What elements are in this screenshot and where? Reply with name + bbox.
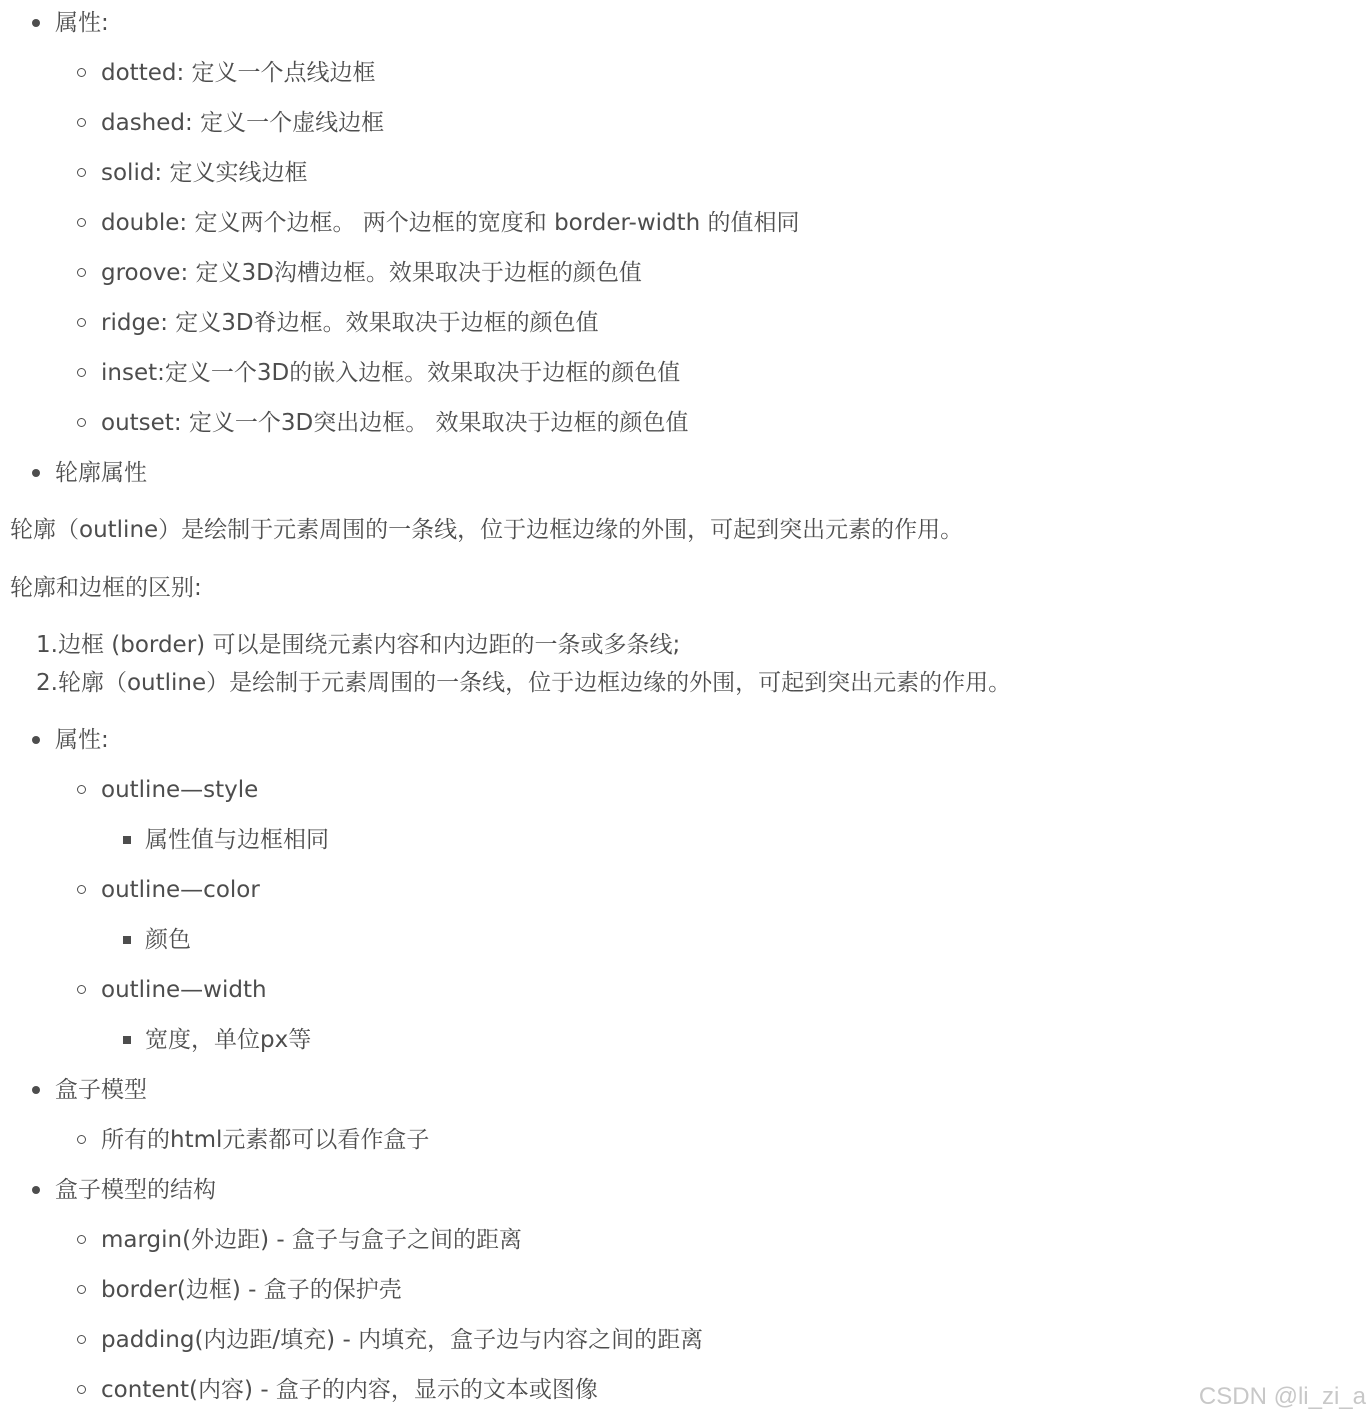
outline-heading: 轮廓属性: [55, 460, 147, 486]
box-model-heading: 盒子模型: [55, 1077, 147, 1103]
outline-props-heading: 属性:: [55, 727, 109, 753]
bullet-circle-icon: [77, 68, 86, 77]
list-item-groove: groove: 定义3D沟槽边框。效果取决于边框的颜色值: [101, 260, 642, 286]
list-item-margin: margin(外边距) - 盒子与盒子之间的距离: [101, 1227, 522, 1253]
list-item-ridge: ridge: 定义3D脊边框。效果取决于边框的颜色值: [101, 310, 599, 336]
bullet-circle-icon: [77, 1385, 86, 1394]
list-item-outline-style: outline—style: [101, 777, 259, 803]
bullet-disc-icon: [32, 736, 40, 744]
bullet-circle-icon: [77, 168, 86, 177]
bullet-disc-icon: [32, 19, 40, 27]
outline-paragraph: 轮廓（outline）是绘制于元素周围的一条线，位于边框边缘的外围，可起到突出元素的作用。: [10, 517, 964, 543]
bullet-square-icon: [123, 836, 131, 844]
list-item-box-model: 所有的html元素都可以看作盒子: [101, 1127, 430, 1153]
difference-item-1: 1.边框 (border) 可以是围绕元素内容和内边距的一条或多条线;: [36, 632, 681, 658]
difference-heading: 轮廓和边框的区别:: [10, 575, 202, 601]
bullet-circle-icon: [77, 318, 86, 327]
list-item-content: content(内容) - 盒子的内容，显示的文本或图像: [101, 1377, 598, 1403]
list-item-inset: inset:定义一个3D的嵌入边框。效果取决于边框的颜色值: [101, 360, 681, 386]
list-item-outline-width: outline—width: [101, 977, 267, 1003]
bullet-disc-icon: [32, 1086, 40, 1094]
box-structure-heading: 盒子模型的结构: [55, 1177, 216, 1203]
bullet-circle-icon: [77, 1135, 86, 1144]
bullet-circle-icon: [77, 985, 86, 994]
bullet-circle-icon: [77, 785, 86, 794]
sub-item-outline-color: 颜色: [145, 927, 191, 953]
bullet-circle-icon: [77, 268, 86, 277]
bullet-circle-icon: [77, 1285, 86, 1294]
bullet-square-icon: [123, 1036, 131, 1044]
bullet-disc-icon: [32, 469, 40, 477]
difference-item-2: 2.轮廓（outline）是绘制于元素周围的一条线，位于边框边缘的外围，可起到突出元素的作用。: [36, 670, 1012, 696]
list-item-outset: outset: 定义一个3D突出边框。 效果取决于边框的颜色值: [101, 410, 689, 436]
list-item-border: border(边框) - 盒子的保护壳: [101, 1277, 402, 1303]
bullet-circle-icon: [77, 218, 86, 227]
bullet-circle-icon: [77, 1335, 86, 1344]
list-item-dashed: dashed: 定义一个虚线边框: [101, 110, 385, 136]
list-item-solid: solid: 定义实线边框: [101, 160, 308, 186]
list-item-double: double: 定义两个边框。 两个边框的宽度和 border-width 的值相同: [101, 210, 800, 236]
csdn-watermark: CSDN @li_zi_a: [1198, 1383, 1366, 1410]
bullet-circle-icon: [77, 885, 86, 894]
sub-item-outline-style: 属性值与边框相同: [145, 827, 329, 853]
bullet-circle-icon: [77, 368, 86, 377]
list-item-dotted: dotted: 定义一个点线边框: [101, 60, 376, 86]
sub-item-outline-width: 宽度，单位px等: [145, 1027, 312, 1053]
bullet-circle-icon: [77, 418, 86, 427]
border-props-heading: 属性:: [55, 10, 109, 36]
list-item-padding: padding(内边距/填充) - 内填充，盒子边与内容之间的距离: [101, 1327, 704, 1353]
bullet-disc-icon: [32, 1186, 40, 1194]
bullet-circle-icon: [77, 1235, 86, 1244]
bullet-circle-icon: [77, 118, 86, 127]
list-item-outline-color: outline—color: [101, 877, 260, 903]
bullet-square-icon: [123, 936, 131, 944]
